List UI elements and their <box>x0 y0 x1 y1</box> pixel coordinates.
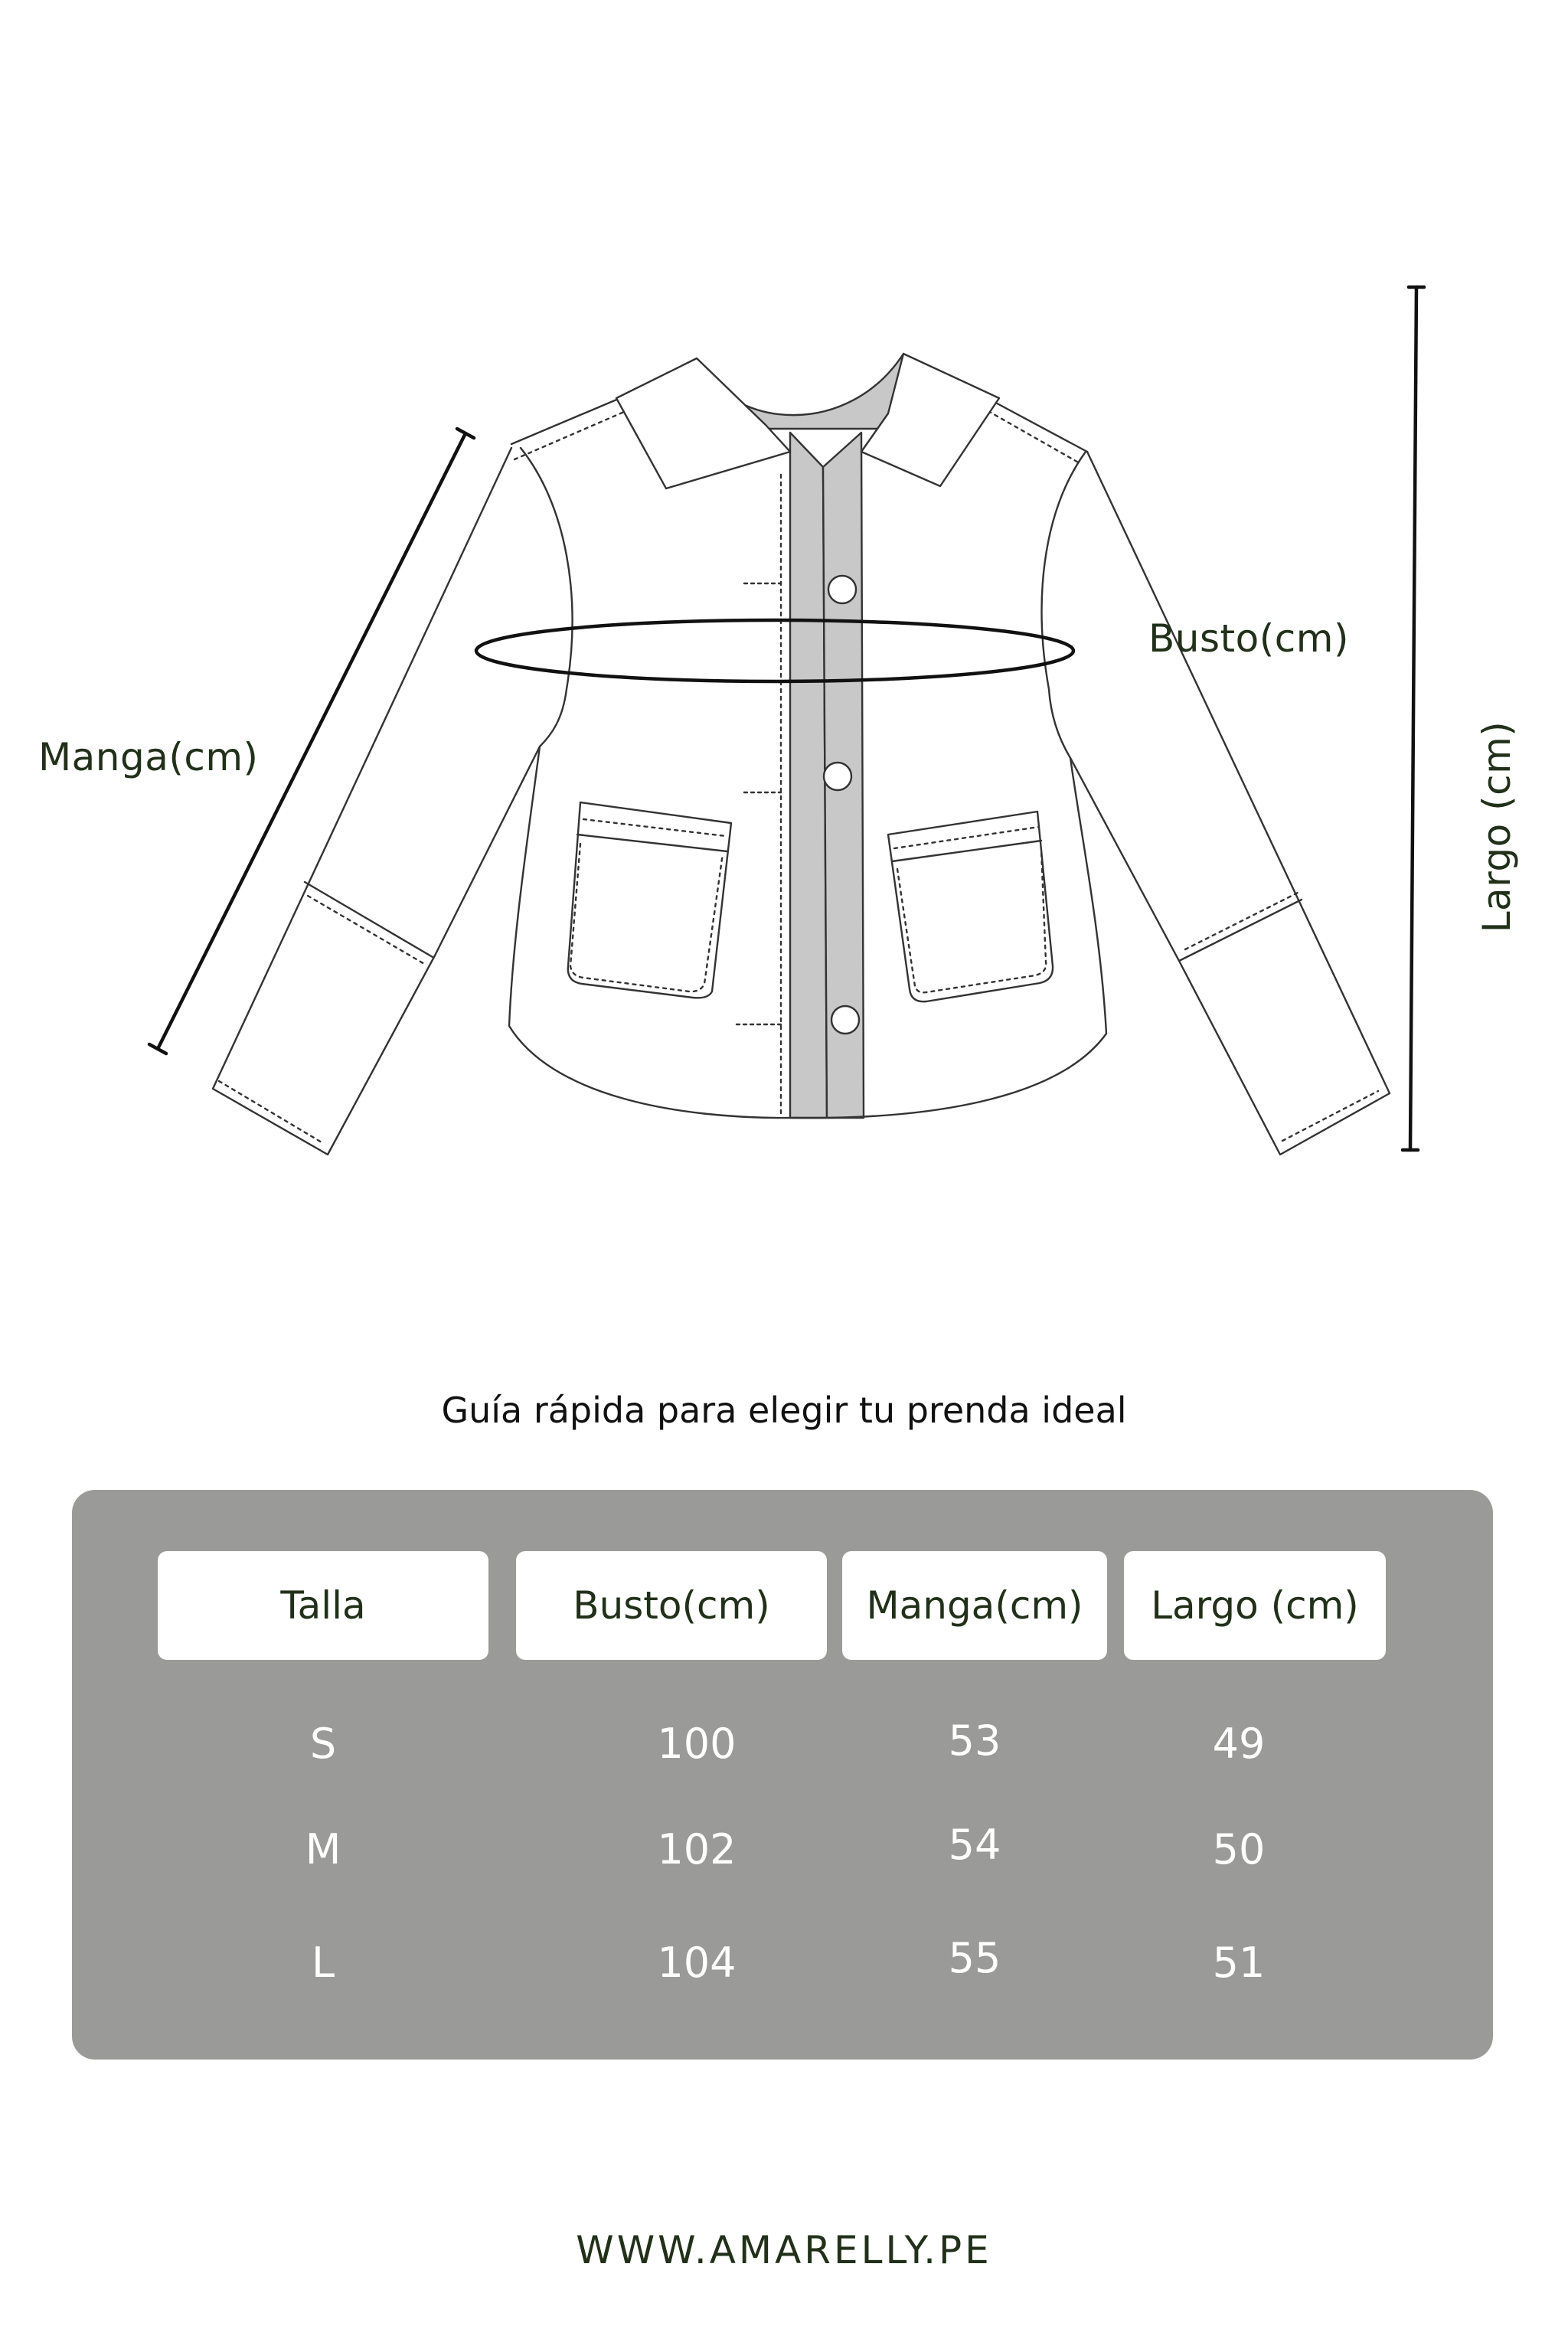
row-s-manga: 53 <box>948 1717 1001 1765</box>
row-s-talla: S <box>309 1720 337 1768</box>
row-m-talla: M <box>305 1825 341 1873</box>
row-m-manga: 54 <box>948 1821 1001 1869</box>
row-l-manga: 55 <box>948 1934 1001 1982</box>
header-talla: Talla <box>158 1551 488 1660</box>
right-hem-stitch <box>1282 1091 1378 1141</box>
manga-label: Manga(cm) <box>38 735 259 779</box>
header-manga: Manga(cm) <box>842 1551 1107 1660</box>
right-yoke <box>982 407 1081 464</box>
right-sleeve <box>1070 452 1390 1155</box>
header-largo: Largo (cm) <box>1124 1551 1386 1660</box>
button-1 <box>828 576 856 603</box>
row-s-busto: 100 <box>657 1720 737 1768</box>
left-hem-stitch <box>219 1081 322 1142</box>
bust-measure-ellipse <box>476 620 1073 681</box>
size-table <box>72 1490 1493 2060</box>
row-l-talla: L <box>311 1939 335 1987</box>
center-placket <box>790 433 827 1118</box>
website-footer: WWW.AMARELLY.PE <box>576 2228 992 2272</box>
header-busto: Busto(cm) <box>516 1551 827 1660</box>
left-pocket-stitch <box>570 819 726 991</box>
left-pocket <box>568 802 731 998</box>
largo-label: Largo (cm) <box>1475 720 1519 933</box>
button-3 <box>831 1006 859 1034</box>
right-cuff <box>1179 900 1302 961</box>
left-cuff <box>305 882 433 957</box>
guide-title: Guía rápida para elegir tu prenda ideal <box>441 1390 1127 1431</box>
row-l-largo: 51 <box>1212 1939 1266 1987</box>
left-sleeve <box>213 448 540 1155</box>
right-pocket <box>888 812 1053 1001</box>
right-pocket-stitch <box>894 827 1046 992</box>
left-pocket-flap-line <box>577 835 727 851</box>
row-l-busto: 104 <box>657 1939 737 1987</box>
right-cuff-stitch <box>1185 893 1298 949</box>
length-measure-line <box>1403 287 1424 1150</box>
left-cuff-stitch <box>308 896 426 965</box>
button-2 <box>824 763 851 790</box>
right-pocket-flap-line <box>892 841 1041 861</box>
collar-left <box>616 358 790 488</box>
row-s-largo: 49 <box>1212 1720 1266 1768</box>
busto-label: Busto(cm) <box>1148 616 1349 661</box>
row-m-busto: 102 <box>657 1825 737 1873</box>
row-m-largo: 50 <box>1212 1825 1266 1873</box>
